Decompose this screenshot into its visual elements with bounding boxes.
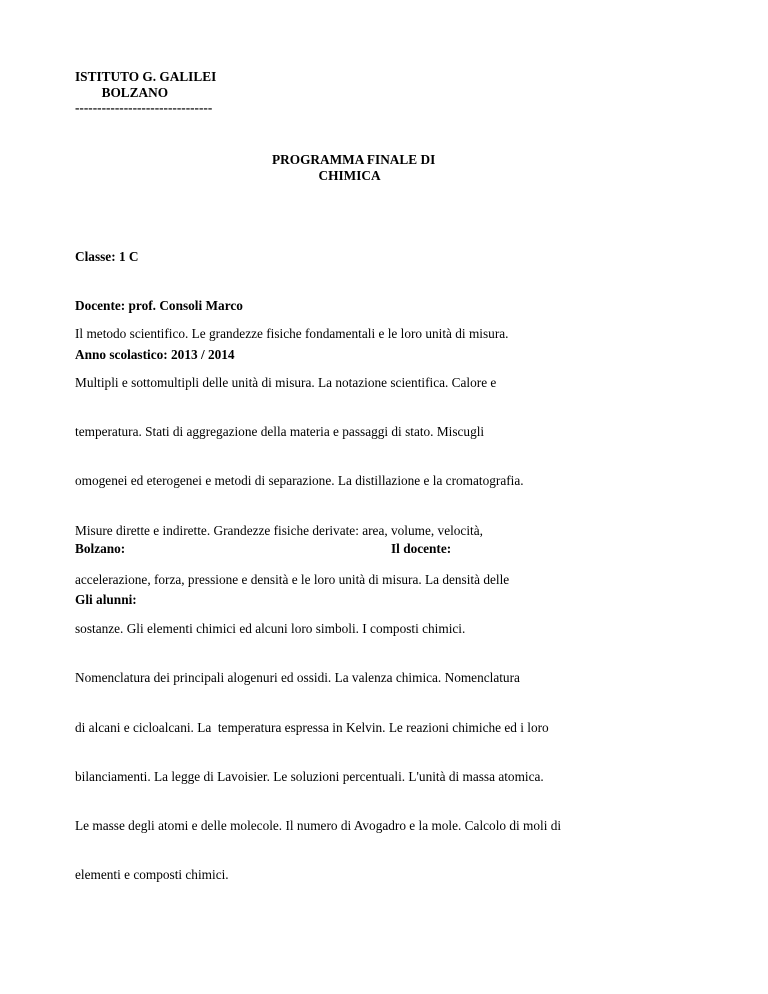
school-name: ISTITUTO G. GALILEI	[75, 69, 217, 84]
place-label: Bolzano:	[75, 541, 126, 556]
program-line: Misure dirette e indirette. Grandezze fisiche derivate: area, volume, velocità,	[75, 522, 483, 538]
program-line: bilanciamenti. La legge di Lavoisier. Le soluzioni percentuali. L'unità di massa atomica.	[75, 768, 544, 784]
program-line: accelerazione, forza, pressione e densità e le loro unità di misura. La densità delle	[75, 571, 510, 587]
teacher-info: Docente: prof. Consoli Marco	[75, 298, 243, 314]
program-line: temperatura. Stati di aggregazione della materia e passaggi di stato. Miscugli	[75, 424, 485, 440]
class-info: Classe: 1 C	[75, 248, 139, 264]
program-line: sostanze. Gli elementi chimici ed alcuni loro simboli. I composti chimici.	[75, 621, 466, 637]
students-signature-label: Gli alunni:	[75, 592, 137, 607]
program-line: Il metodo scientifico. Le grandezze fisiche fondamentali e le loro unità di misura.	[75, 325, 509, 341]
document-title-line-2: CHIMICA	[272, 168, 381, 183]
teacher-signature-label: Il docente:	[391, 541, 452, 556]
program-line: omogenei ed eterogenei e metodi di separazione. La distillazione e la cromatografia.	[75, 473, 524, 489]
document-title-line-1: PROGRAMMA FINALE DI	[272, 152, 436, 167]
school-year-info: Anno scolastico: 2013 / 2014	[75, 347, 235, 363]
program-line: Multipli e sottomultipli delle unità di misura. La notazione scientifica. Calore e	[75, 375, 497, 391]
program-line: Nomenclatura dei principali alogenuri ed ossidi. La valenza chimica. Nomenclatura	[75, 670, 520, 686]
program-line: elementi e composti chimici.	[75, 867, 229, 883]
program-line: Le masse degli atomi e delle molecole. Il numero di Avogadro e la mole. Calcolo di moli di	[75, 818, 562, 833]
program-line: di alcani e cicloalcani. La temperatura espressa in Kelvin. Le reazioni chimiche ed i loro	[75, 719, 549, 735]
school-city: BOLZANO	[75, 85, 169, 100]
program-content	[75, 293, 561, 900]
header-divider: -------------------------------	[75, 100, 213, 115]
